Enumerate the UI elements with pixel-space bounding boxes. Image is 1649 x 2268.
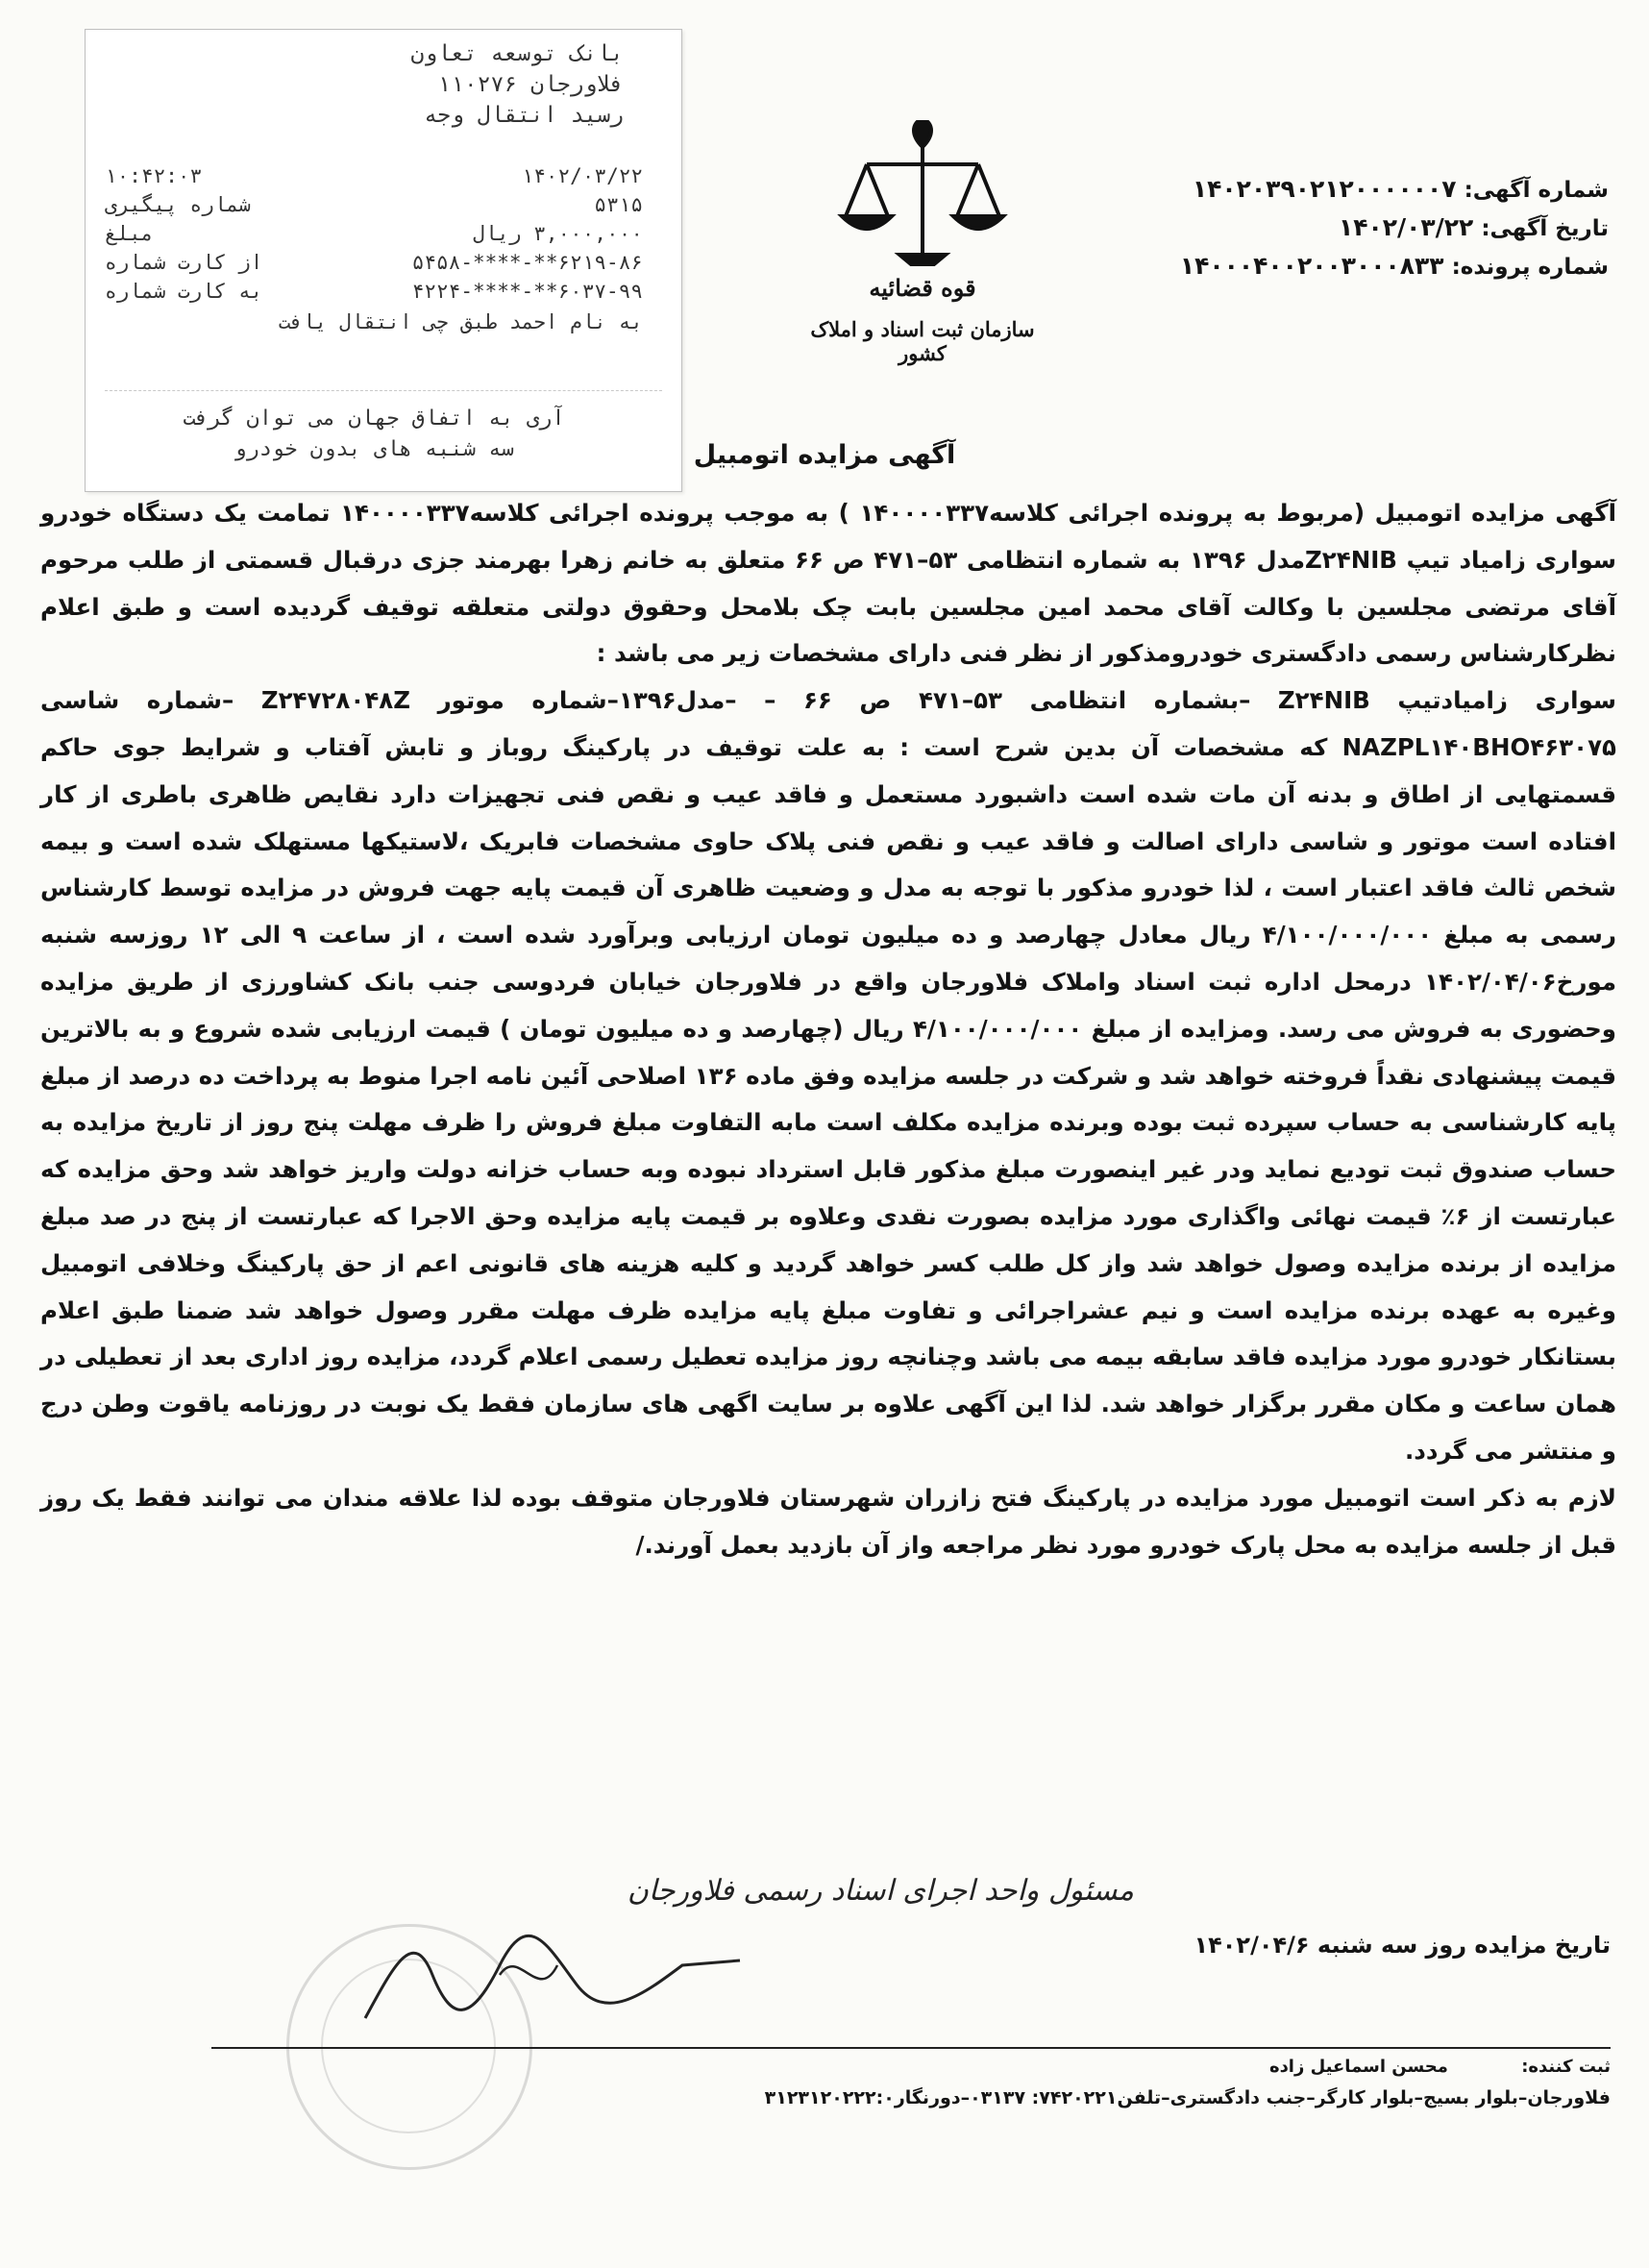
receipt-tracking-value: ۵۳۱۵ <box>594 193 643 216</box>
receipt-to-card-label: به کارت شماره <box>105 280 263 303</box>
receipt-time: ۱۰:۴۲:۰۳ <box>105 164 203 187</box>
ad-title: آگهی مزایده اتومبیل <box>693 440 956 470</box>
signature-scribble <box>356 1908 759 2033</box>
receipt-row-from-card <box>105 251 643 280</box>
receipt-row-tracking <box>105 193 643 222</box>
ad-number-row <box>1032 175 1609 203</box>
receipt-amount-value: ۳,۰۰۰,۰۰۰ ریال <box>472 222 643 245</box>
paragraph-notice: لازم به ذکر است اتومبیل مورد مزایده در پارکینگ فتح زازران شهرستان فلاورجان متوقف بوده لذا علاقه مندان می توانند فقط یک روز قبل از جلسه مزایده به محل پارک خودرو مورد نظر مراجعه واز آن بازدید بعمل آورند./ <box>40 1483 1616 1559</box>
registrar-label: ثبت کننده: <box>1521 2057 1611 2077</box>
receipt-slogan-2: سه شنبه های بدون خودرو <box>234 437 514 461</box>
receipt-branch: فلاورجان ۱۱۰۲۷۶ <box>437 72 624 97</box>
footer-divider <box>211 2047 1611 2049</box>
receipt-row-to-card <box>105 280 643 308</box>
emblem-judiciary-text: قوه قضائیه <box>869 274 976 302</box>
receipt-bank-name: بانک توسعه تعاون <box>410 41 624 66</box>
ad-date: ۱۴۰۲/۰۳/۲۲ <box>1338 213 1474 241</box>
signature-title: مسئول واحد اجرای اسناد رسمی فلاورجان <box>627 1874 1134 1908</box>
registrar-name: محسن اسماعیل زاده <box>1268 2057 1448 2077</box>
receipt-from-card-value: ۶۲۱۹-۸۶**-****-۵۴۵۸ <box>411 251 643 274</box>
bank-receipt <box>85 29 682 492</box>
judiciary-emblem <box>807 120 1038 380</box>
receipt-row-datetime <box>105 164 643 193</box>
ad-date-row <box>1032 213 1609 241</box>
case-number: ۱۴۰۰۰۴۰۰۲۰۰۳۰۰۰۸۳۳ <box>1179 252 1444 280</box>
receipt-row-amount <box>105 222 643 251</box>
emblem-organization-text: سازمان ثبت اسناد و املاک کشور <box>810 317 1035 365</box>
receipt-from-card-label: از کارت شماره <box>105 251 263 274</box>
receipt-slogan-1: آری به اتفاق جهان می توان گرفت <box>183 407 565 431</box>
auction-date: تاریخ مزایده روز سه شنبه ۱۴۰۲/۰۴/۶ <box>1194 1932 1611 1959</box>
ad-number: ۱۴۰۲۰۳۹۰۲۱۲۰۰۰۰۰۰۷ <box>1192 175 1457 203</box>
receipt-recipient: به نام احمد طبق چی انتقال یافت <box>278 310 643 333</box>
receipt-title: رسید انتقال وجه <box>424 103 624 128</box>
ad-body <box>40 490 1616 1568</box>
receipt-amount-label: مبلغ <box>105 222 154 245</box>
receipt-date: ۱۴۰۲/۰۳/۲۲ <box>521 164 643 187</box>
registrar-row <box>1269 2057 1611 2077</box>
office-address: فلاورجان–بلوار بسیج–بلوار کارگر–جنب دادگستری–تلفن۷۴۲۰۲۲۱: ۰۳۱۳۷–دورنگار۳۱۲۳۱۲۰۲۲۲:۰ <box>764 2087 1611 2108</box>
case-number-row <box>1032 252 1609 280</box>
receipt-row-recipient <box>105 310 643 339</box>
receipt-divider <box>105 390 662 391</box>
receipt-tracking-label: شماره پیگیری <box>105 193 251 216</box>
ad-number-label: شماره آگهی: <box>1464 178 1609 203</box>
paragraph-intro: آگهی مزایده اتومبیل (مربوط به پرونده اجرائی کلاسه۱۴۰۰۰۰۳۳۷ ) به موجب پرونده اجرائی کلاسه۱۴۰۰۰۰۳۳۷ تمامت یک دستگاه خودرو سواری زامیاد تیپ Z۲۴NIBمدل ۱۳۹۶ به شماره انتظامی ۵۳–۴۷۱ ص ۶۶ متعلق به خانم زهرا بهرمند جزی درقبال قسمتی از طلب مرحوم آقای مرتضی مجلسین با وکالت آقای محمد امین مجلسین بابت چک بلامحل وحقوق دولتی متعلقه توقیف گردیده است و طبق اعلام نظرکارشناس رسمی دادگستری خودرومذکور از نظر فنی دارای مشخصات زیر می باشد : <box>40 499 1616 668</box>
paragraph-details: سواری زامیادتیپ Z۲۴NIB –بشماره انتظامی ۵۳–۴۷۱ ص ۶۶ – –مدل۱۳۹۶–شماره موتور Z۲۴۷۲۸۰۴۸Z –شماره شاسی NAZPL۱۴۰BHO۴۶۳۰۷۵ که مشخصات آن بدین شرح است : به علت توقیف در پارکینگ روباز و تابش آفتاب و شرایط جوی حاکم قسمتهایی از اطاق و بدنه آن مات شده است داشبورد مستعمل و فاقد عیب و نقص فنی تجهیزات دارد نقایص ظاهری باطری از کار افتاده است موتور و شاسی دارای اصالت و فاقد عیب و نقص فنی پلاک حاوی مشخصات فابریک ،لاستیکها مستهلک شده است و بیمه شخص ثالث فاقد اعتبار است ، لذا خودرو مذکور با توجه به مدل و وضعیت ظاهری آن قیمت پایه جهت فروش در مزایده توسط کارشناس رسمی به مبلغ ۴/۱۰۰/۰۰۰/۰۰۰ ریال معادل چهارصد و ده میلیون تومان ارزیابی وبرآورد شده است ، از ساعت ۹ الی ۱۲ روزسه شنبه مورخ۱۴۰۲/۰۴/۰۶ درمحل اداره ثبت اسناد واملاک فلاورجان واقع در فلاورجان خیابان فردوسی جنب بانک کشاورزی از طریق مزایده وحضوری به فروش می رسد. ومزایده از مبلغ ۴/۱۰۰/۰۰۰/۰۰۰ ریال (چهارصد و ده میلیون تومان ) قیمت ارزیابی شده شروع و به بالاترین قیمت پیشنهادی نقداً فروخته خواهد شد و شرکت در جلسه مزایده وفق ماده ۱۳۶ اصلاحی آئین نامه اجرا منوط به پرداخت ده درصد از مبلغ پایه کارشناسی به حساب سپرده ثبت بوده وبرنده مزایده مکلف است مابه التفاوت مبلغ فروش را ظرف مهلت پنج روز از تاریخ مزایده به حساب صندوق ثبت تودیع نماید ودر غیر اینصورت مبلغ مذکور قابل استرداد نبوده وبه حساب خزانه دولت واریز خواهد شد وحق مزایده که عبارتست از ۶٪ قیمت نهائی واگذاری مورد مزایده بصورت نقدی وعلاوه بر قیمت پایه مزایده وحق الاجرا که عبارتست از پنج در صد مبلغ مزایده از برنده مزایده وصول خواهد شد واز کل طلب کسر خواهد گردید و کلیه هزینه های قانونی اعم از حق پارکینگ وخلافی اتومبیل وغیره به عهده برنده مزایده است و نیم عشراجرائی و تفاوت مبلغ پایه مزایده ظرف مهلت مقرر وصول خواهد شد ضمنا طبق اعلام بستانکار خودرو مورد مزایده فاقد سابقه بیمه می باشد وچنانچه روز مزایده تعطیل رسمی اعلام گردد، مزایده روز اداری بعد از تعطیلی در همان ساعت و مکان مقرر برگزار خواهد شد. لذا این آگهی علاوه بر سایت اگهی های سازمان فقط یک نوبت در روزنامه یاقوت وطن درج و منتشر می گردد. <box>40 686 1616 1465</box>
case-number-label: شماره پرونده: <box>1451 255 1609 280</box>
scales-of-justice-icon <box>807 120 1038 274</box>
ad-date-label: تاریخ آگهی: <box>1481 216 1609 241</box>
receipt-to-card-value: ۶۰۳۷-۹۹**-****-۴۲۲۴ <box>411 280 643 303</box>
